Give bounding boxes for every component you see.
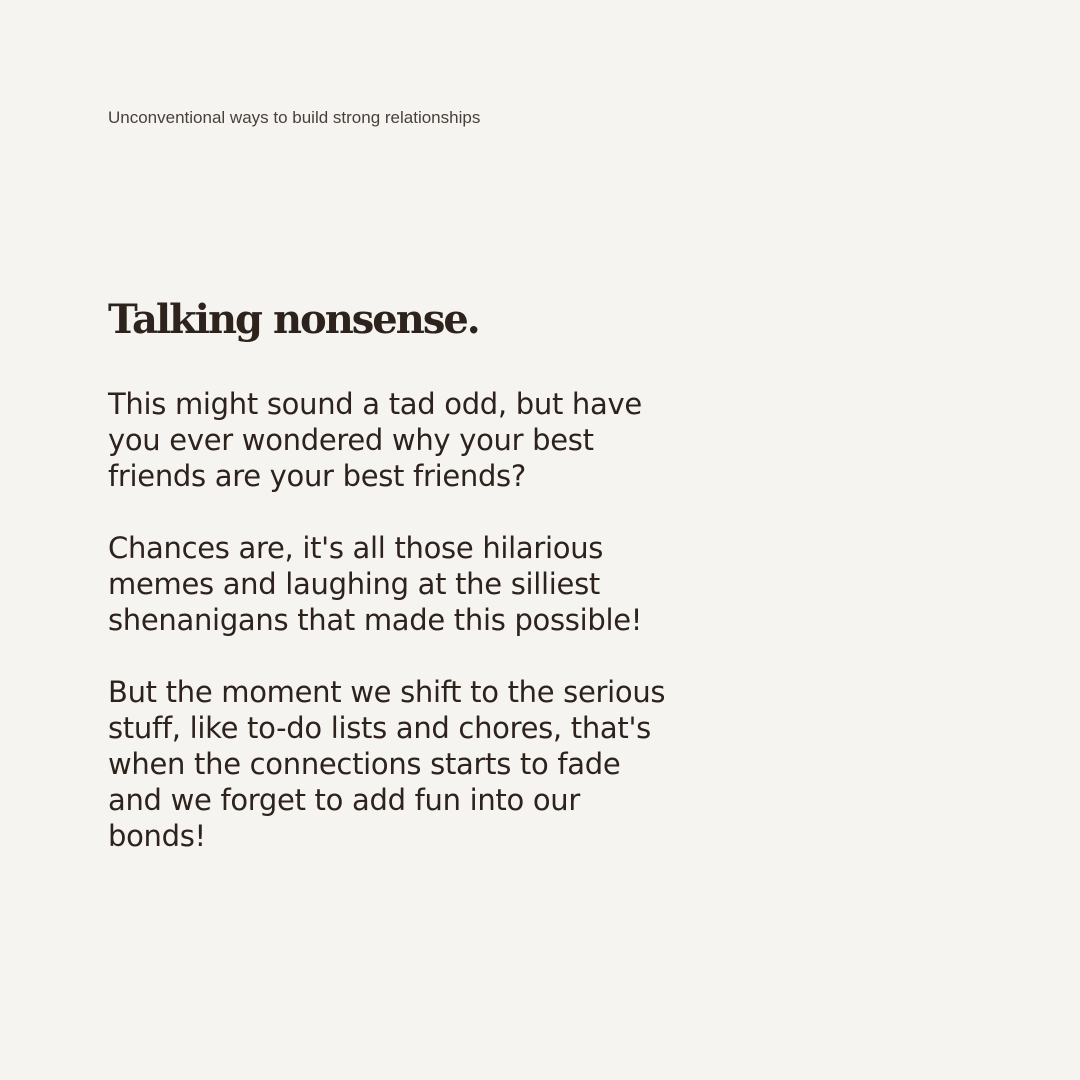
paragraph-2	[108, 530, 748, 638]
paragraph-line: stuff, like to-do lists and chores, that's	[108, 711, 651, 745]
paragraph-line: memes and laughing at the silliest	[108, 567, 600, 601]
paragraph-line: Chances are, it's all those hilarious	[108, 531, 604, 565]
paragraph-line: shenanigans that made this possible!	[108, 603, 643, 637]
paragraph-line: This might sound a tad odd, but have	[108, 387, 642, 421]
paragraph-line: and we forget to add fun into our	[108, 783, 580, 817]
body-text	[108, 386, 748, 890]
paragraph-3	[108, 674, 748, 854]
paragraph-line: bonds!	[108, 819, 206, 853]
paragraph-line: you ever wondered why your best	[108, 423, 594, 457]
page-title: Talking nonsense.	[108, 296, 479, 343]
paragraph-line: when the connections starts to fade	[108, 747, 621, 781]
paragraph-line: friends are your best friends?	[108, 459, 526, 493]
paragraph-line: But the moment we shift to the serious	[108, 675, 666, 709]
series-title: Unconventional ways to build strong relationships	[108, 108, 481, 127]
paragraph-1	[108, 386, 748, 494]
